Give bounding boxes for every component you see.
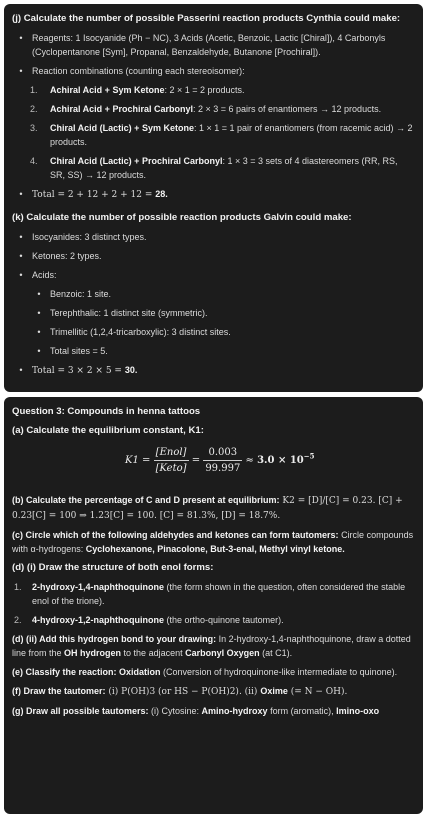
part-e-text: (Conversion of hydroquinone-like intermediate to quinone). <box>160 667 398 677</box>
bullet-icon: • <box>19 66 23 76</box>
bullet-icon: • <box>19 33 23 43</box>
acid-text: Terephthalic: 1 distinct site (symmetric). <box>50 308 208 318</box>
combinations-intro: Reaction combinations (counting each stereoisomer): <box>32 66 245 76</box>
list-number: 1. <box>30 85 38 95</box>
section-j-total <box>12 187 415 202</box>
enol-name: 4-hydroxy-1,2-naphthoquinone <box>32 615 165 625</box>
enol-form-item <box>12 613 415 627</box>
equilibrium-equation <box>12 443 415 487</box>
oxime-label: Oxime <box>260 686 288 696</box>
part-d-heading: (d) (i) Draw the structure of both enol forms: <box>12 562 214 573</box>
isocyanides-text: Isocyanides: 3 distinct types. <box>32 232 147 242</box>
section-k-total <box>12 363 415 378</box>
oh-hydrogen-label: OH hydrogen <box>64 648 122 658</box>
combination-label: Chiral Acid (Lactic) + Sym Ketone <box>50 123 194 133</box>
total-expression: Total = 2 + 12 + 2 + 12 = <box>32 190 156 200</box>
part-g-heading: (g) Draw all possible tautomers: <box>12 706 149 716</box>
answer-card-question3 <box>4 397 423 814</box>
eq-fraction-symbolic <box>154 447 189 474</box>
part-c-text: Circle compounds with α-hydrogens: <box>12 530 414 554</box>
part-b-heading: (b) Calculate the percentage of C and D present at equilibrium: <box>12 495 280 505</box>
answer-card-jk <box>4 4 423 392</box>
acids-item <box>12 268 415 282</box>
reagents-item <box>12 31 415 59</box>
eq-lhs: K1 = <box>125 455 151 466</box>
acid-subitem <box>12 306 415 320</box>
combination-label: Achiral Acid + Prochiral Carbonyl <box>50 104 193 114</box>
combination-label: Chiral Acid (Lactic) + Prochiral Carbonyl <box>50 156 223 166</box>
eq-denominator: [Keto] <box>155 463 187 474</box>
eq-approx: ≈ <box>245 455 254 466</box>
part-b <box>12 493 415 523</box>
enol-name: 2-hydroxy-1,4-naphthoquinone <box>32 582 165 592</box>
combination-label: Achiral Acid + Sym Ketone <box>50 85 165 95</box>
list-number: 3. <box>30 123 38 133</box>
section-k-list <box>12 230 415 378</box>
eq-exponent: −5 <box>303 451 315 461</box>
eq-denominator-value: 99.997 <box>205 463 241 474</box>
section-k-heading: (k) Calculate the number of possible reaction products Galvin could make: <box>12 212 352 223</box>
total-value: 30. <box>124 365 138 375</box>
eq-result: 3.0 × 10 <box>257 455 304 466</box>
part-d-ii-text: In 2-hydroxy-1,4-naphthoquinone, draw a dotted line from the <box>12 634 411 658</box>
acid-text: Benzoic: 1 site. <box>50 289 112 299</box>
acid-subitem <box>12 344 415 358</box>
part-e <box>12 665 415 679</box>
list-number: 2. <box>30 104 38 114</box>
part-d-list <box>12 580 415 627</box>
section-j-heading: (j) Calculate the number of possible Passerini reaction products Cynthia could make: <box>12 13 401 24</box>
eq-numerator: [Enol] <box>154 447 189 461</box>
part-d-ii <box>12 632 415 660</box>
bullet-icon: • <box>37 308 41 318</box>
list-number: 2. <box>14 615 22 625</box>
section-j-total-list <box>12 187 415 202</box>
amino-hydroxy-label: Amino-hydroxy <box>201 706 268 716</box>
enol-form-item <box>12 580 415 608</box>
acid-text: Trimellitic (1,2,4-tricarboxylic): 3 distinct sites. <box>50 327 231 337</box>
imino-oxo-label: Imino-oxo <box>336 706 380 716</box>
isocyanides-item <box>12 230 415 244</box>
combination-text: : 2 × 1 = 2 products. <box>164 85 245 95</box>
eq-fraction-numeric <box>203 447 242 474</box>
part-f-heading: (f) Draw the tautomer: <box>12 686 106 696</box>
part-g-text: form (aromatic), <box>267 706 337 716</box>
total-expression: Total = 3 × 2 × 5 = <box>32 366 125 376</box>
part-g <box>12 704 415 718</box>
ketones-text: Ketones: 2 types. <box>32 251 102 261</box>
bullet-icon: • <box>37 289 41 299</box>
combination-item <box>12 121 415 149</box>
bullet-icon: • <box>19 232 23 242</box>
combination-text: : 1 × 3 = 3 sets of 4 diastereomers (RR, RS, SR, SS) → 12 products. <box>50 156 398 180</box>
acid-text: Total sites = 5. <box>50 346 108 356</box>
question-title: Question 3: Compounds in henna tattoos <box>12 406 201 417</box>
list-number: 1. <box>14 582 22 592</box>
acids-label: Acids: <box>32 270 57 280</box>
part-f-text: (= N − OH). <box>287 687 348 697</box>
bullet-icon: • <box>37 346 41 356</box>
combinations-item <box>12 64 415 78</box>
part-f <box>12 684 415 699</box>
acid-subitem <box>12 325 415 339</box>
combination-item <box>12 102 415 116</box>
part-a-heading: (a) Calculate the equilibrium constant, K1: <box>12 425 204 436</box>
acid-subitem <box>12 287 415 301</box>
list-number: 4. <box>30 156 38 166</box>
bullet-icon: • <box>37 327 41 337</box>
part-c <box>12 528 415 556</box>
total-value: 28. <box>155 189 168 199</box>
part-g-text: (i) Cytosine: <box>148 706 202 716</box>
part-c-answer: Cyclohexanone, Pinacolone, But-3-enal, Methyl vinyl ketone. <box>85 544 345 554</box>
reagents-text: Reagents: 1 Isocyanide (Ph − NC), 3 Acids (Acetic, Benzoic, Lactic [Chiral]), 4 Carbonyls (Cyclopentanone [Sym], Propanal, Benzaldehyde, Butanone [Prochiral]). <box>32 33 386 57</box>
bullet-icon: • <box>19 365 23 375</box>
bullet-icon: • <box>19 270 23 280</box>
combination-item <box>12 83 415 97</box>
part-f-text: (i) P(OH)3 (or HS − P(OH)2). (ii) <box>105 687 261 697</box>
carbonyl-oxygen-label: Carbonyl Oxygen <box>185 648 260 658</box>
enol-text: (the form shown in the question, often considered the stable enol of the trione). <box>32 582 406 606</box>
combination-text: : 2 × 3 = 6 pairs of enantiomers → 12 products. <box>192 104 382 114</box>
part-d-ii-heading: (d) (ii) Add this hydrogen bond to your drawing: <box>12 634 217 644</box>
section-j-list <box>12 31 415 78</box>
combination-item <box>12 154 415 182</box>
part-d-ii-text: (at C1). <box>259 648 293 658</box>
combinations-list <box>12 83 415 182</box>
combination-text: : 1 × 1 = 1 pair of enantiomers (from racemic acid) → 2 products. <box>50 123 413 147</box>
part-b-text: K2 = [D]/[C] = 0.23. [C] + 0.23[C] = 100 ⇒ 1.23[C] = 100. [C] = 81.3%, [D] = 18.7%. <box>12 496 403 521</box>
enol-text: (the ortho-quinone tautomer). <box>164 615 284 625</box>
eq-equals: = <box>191 455 201 466</box>
bullet-icon: • <box>19 251 23 261</box>
part-d-ii-text: to the adjacent <box>121 648 186 658</box>
eq-numerator-value: 0.003 <box>203 447 242 461</box>
ketones-item <box>12 249 415 263</box>
part-c-heading: (c) Circle which of the following aldehydes and ketones can form tautomers: <box>12 530 339 540</box>
part-e-heading: (e) Classify the reaction: Oxidation <box>12 667 161 677</box>
bullet-icon: • <box>19 189 23 199</box>
